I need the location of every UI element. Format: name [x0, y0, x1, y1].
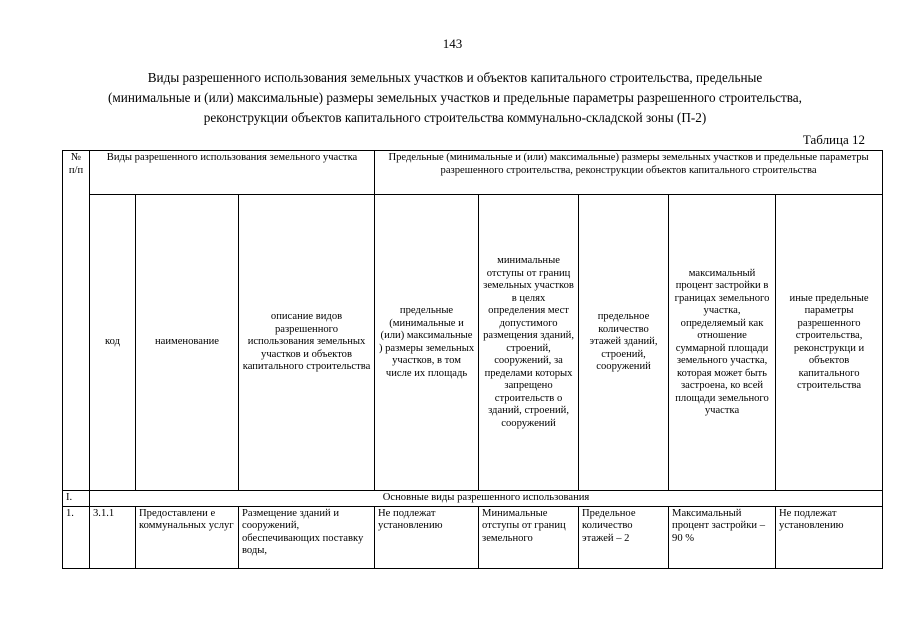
row-description: Размещение зданий и сооружений, обеспечивающих поставку воды, — [239, 506, 375, 568]
heading-line-1: Виды разрешенного использования земельных участков и объектов капитального строительства, предельные — [147, 70, 763, 85]
row-floors: Предельное количество этажей – 2 — [579, 506, 669, 568]
heading-line-2: (минимальные и (или) максимальные) размеры земельных участков и предельные параметры разрешенного строительства, — [108, 90, 802, 105]
table-header-row-2 — [63, 195, 883, 491]
header-coverage: максимальный процент застройки в границах земельного участка, определяемый как отношение суммарной площади земельного участка, которая может быть застроена, ко всей площади земельного участка — [669, 195, 776, 491]
row-num: 1. — [63, 506, 90, 568]
section-title: Основные виды разрешенного использования — [90, 491, 883, 507]
header-num: № п/п — [63, 151, 90, 491]
header-code: код — [90, 195, 136, 491]
table-caption: Таблица 12 — [802, 132, 865, 147]
section-row — [63, 491, 883, 507]
row-other-params: Не подлежат установлению — [776, 506, 883, 568]
table-row — [63, 506, 883, 568]
row-plot-size: Не подлежат установлению — [375, 506, 479, 568]
section-num: I. — [63, 491, 90, 507]
regulations-table — [62, 150, 883, 569]
heading-line-3: реконструкции объектов капитального строительства коммунально-складской зоны (П-2) — [203, 110, 707, 125]
table-header-row-1 — [63, 151, 883, 195]
header-setbacks: минимальные отступы от границ земельных участков в целях определения мест допустимого размещения зданий, строений, сооружений, за пределами которых запрещено строительств о зданий, строений, сооружений — [479, 195, 579, 491]
header-group-uses: Виды разрешенного использования земельного участка — [90, 151, 375, 195]
header-name: наименование — [136, 195, 239, 491]
row-name: Предоставлени е коммунальных услуг — [136, 506, 239, 568]
header-other-params: иные предельные параметры разрешенного строительства, реконструкци и объектов капитального строительства — [776, 195, 883, 491]
document-heading — [60, 68, 850, 128]
row-code: 3.1.1 — [90, 506, 136, 568]
header-description: описание видов разрешенного использования земельных участков и объектов капитального строительства — [239, 195, 375, 491]
header-floors: предельное количество этажей зданий, строений, сооружений — [579, 195, 669, 491]
page-number: 143 — [442, 36, 463, 51]
header-group-limits: Предельные (минимальные и (или) максимальные) размеры земельных участков и предельные параметры разрешенного строительства, реконструкции объектов капитального строительства — [375, 151, 883, 195]
row-setbacks: Минимальные отступы от границ земельного — [479, 506, 579, 568]
header-plot-size: предельные (минимальные и (или) максимальные ) размеры земельных участков, в том числе их площадь — [375, 195, 479, 491]
row-coverage: Максимальный процент застройки – 90 % — [669, 506, 776, 568]
